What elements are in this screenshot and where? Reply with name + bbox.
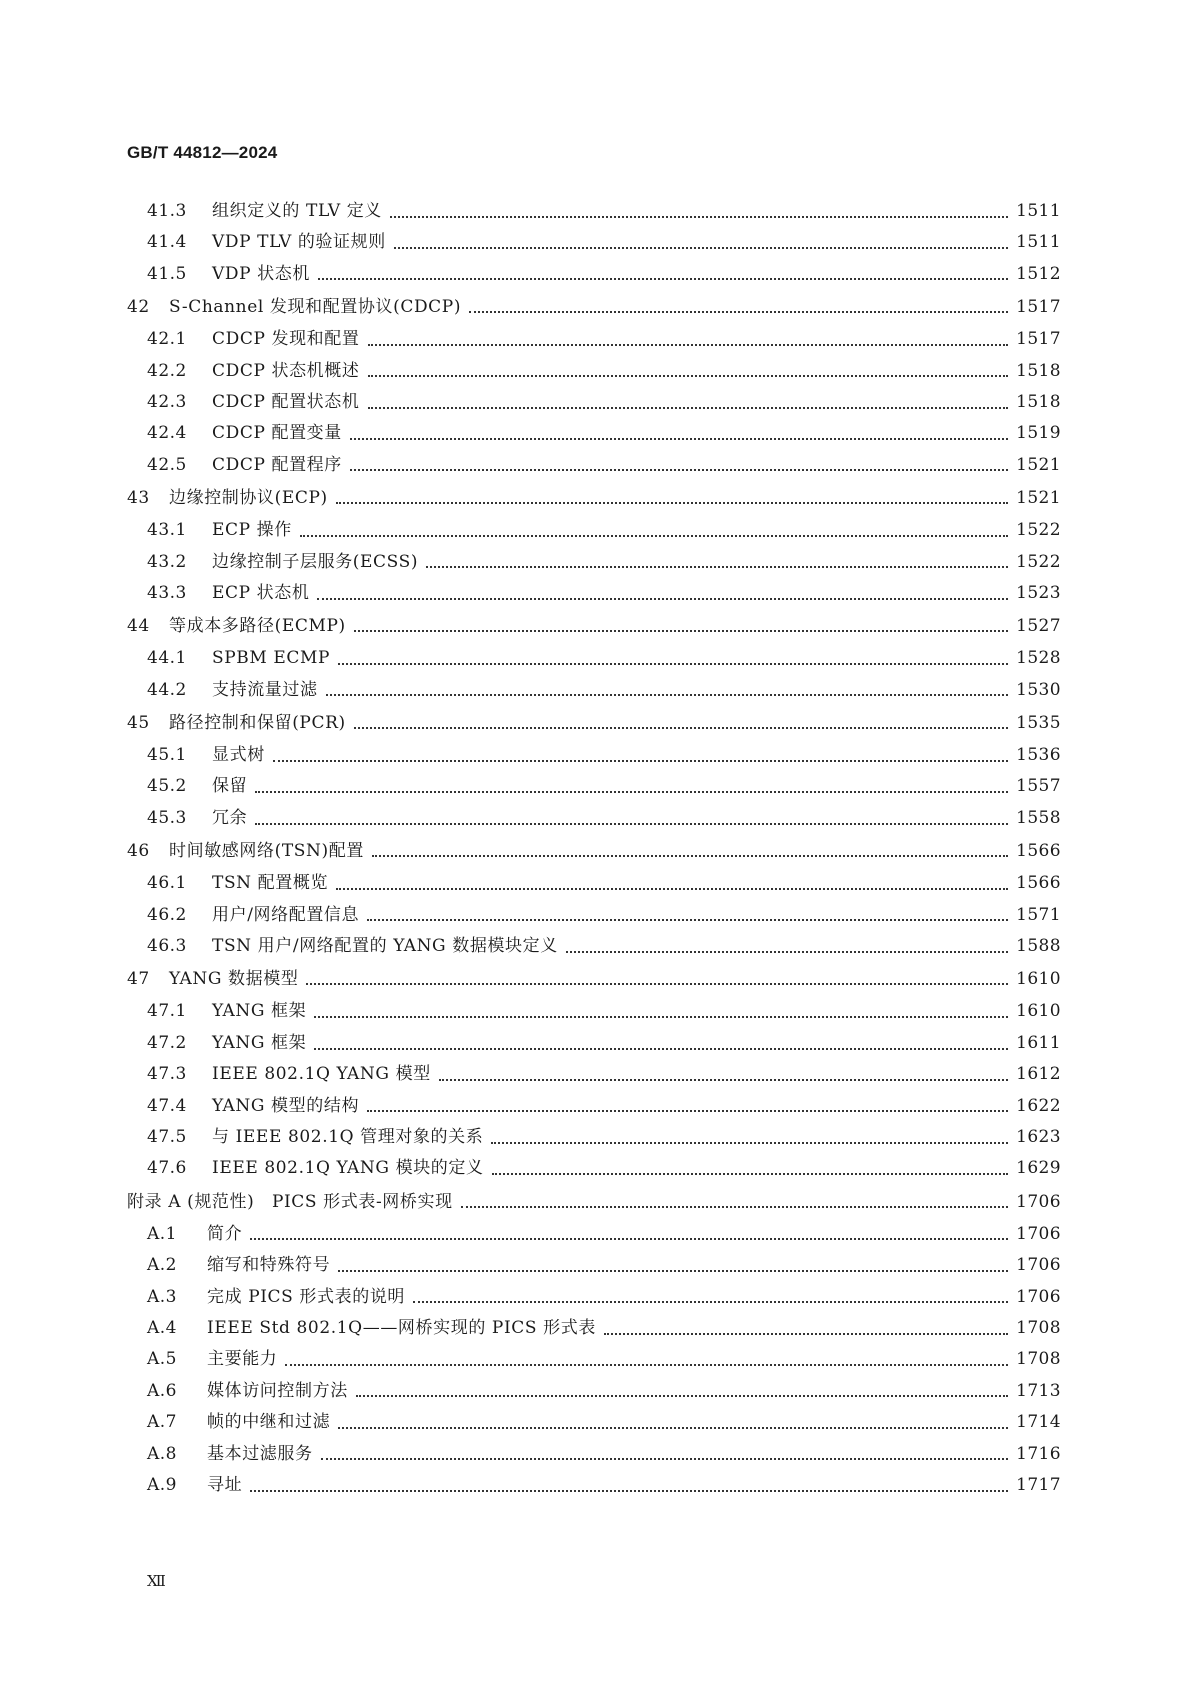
toc-dot-leader [285, 1362, 1008, 1366]
toc-entry-number: 42.4 [147, 423, 187, 444]
toc-entry-page: 1530 [1010, 675, 1061, 706]
toc-entry[interactable] [127, 387, 1061, 418]
toc-dot-leader [604, 1331, 1008, 1335]
toc-entry[interactable] [127, 1344, 1061, 1375]
toc-entry-page: 1522 [1010, 547, 1061, 578]
toc-entry-number: 46.3 [147, 936, 187, 957]
toc-entry-page: 1706 [1010, 1250, 1061, 1281]
toc-entry-number: 47.1 [147, 1001, 187, 1022]
toc-entry-title: CDCP 配置程序 [212, 450, 348, 481]
toc-entry-number: 43.2 [147, 551, 187, 572]
toc-entry-number: 47.6 [147, 1158, 187, 1179]
toc-entry-title: 边缘控制协议(ECP) [169, 481, 334, 515]
toc-entry-page: 1536 [1010, 740, 1061, 771]
toc-entry-title: 组织定义的 TLV 定义 [212, 196, 388, 227]
toc-entry-number: 46 [127, 841, 150, 862]
toc-entry[interactable] [127, 868, 1061, 899]
toc-entry[interactable] [127, 481, 1061, 515]
toc-entry[interactable] [127, 227, 1061, 258]
toc-entry[interactable] [127, 1376, 1061, 1407]
toc-entry[interactable] [127, 1407, 1061, 1438]
toc-dot-leader [566, 949, 1008, 953]
toc-entry-title: 缩写和特殊符号 [207, 1250, 336, 1281]
toc-entry-number: 45.2 [147, 776, 187, 797]
toc-entry-page: 1708 [1010, 1313, 1061, 1344]
toc-entry-page: 1611 [1010, 1028, 1061, 1059]
toc-dot-leader [368, 342, 1008, 346]
toc-entry-title: 边缘控制子层服务(ECSS) [212, 547, 424, 578]
toc-entry[interactable] [127, 1219, 1061, 1250]
toc-dot-leader [413, 1299, 1008, 1303]
toc-entry-number: A.4 [147, 1317, 177, 1338]
toc-entry[interactable] [127, 1470, 1061, 1501]
toc-entry[interactable] [127, 1439, 1061, 1470]
toc-entry-number: A.2 [147, 1255, 177, 1276]
toc-entry-title: 基本过滤服务 [207, 1439, 319, 1470]
toc-dot-leader [338, 1268, 1008, 1272]
toc-entry-number: 46.2 [147, 904, 187, 925]
toc-entry-page: 1519 [1010, 418, 1061, 449]
toc-entry-number: 44 [127, 616, 150, 637]
toc-entry-number: 42.5 [147, 454, 187, 475]
toc-entry-page: 1610 [1010, 962, 1061, 996]
toc-entry-page: 1713 [1010, 1376, 1061, 1407]
toc-entry-page: 1706 [1010, 1185, 1061, 1219]
toc-dot-leader [300, 533, 1008, 537]
toc-entry-title: 附录 A (规范性) PICS 形式表-网桥实现 [127, 1185, 459, 1219]
toc-entry-page: 1566 [1010, 868, 1061, 899]
toc-entry-page: 1716 [1010, 1439, 1061, 1470]
toc-entry-number: 45.3 [147, 807, 187, 828]
toc-entry-number: 43 [127, 488, 150, 509]
toc-dot-leader [318, 276, 1008, 280]
toc-entry-page: 1522 [1010, 515, 1061, 546]
toc-entry[interactable] [127, 996, 1061, 1027]
toc-entry-page: 1518 [1010, 387, 1061, 418]
toc-entry-title: CDCP 状态机概述 [212, 356, 366, 387]
toc-entry-title: IEEE 802.1Q YANG 模块的定义 [212, 1153, 490, 1184]
toc-entry-number: 41.4 [147, 232, 187, 253]
toc-entry-number: 41.5 [147, 263, 187, 284]
toc-entry[interactable] [127, 259, 1061, 290]
toc-entry[interactable] [127, 740, 1061, 771]
toc-entry-number: 45.1 [147, 745, 187, 766]
toc-entry-page: 1528 [1010, 643, 1061, 674]
toc-entry-title: 主要能力 [207, 1344, 283, 1375]
toc-entry-title: IEEE 802.1Q YANG 模型 [212, 1059, 437, 1090]
toc-entry-page: 1558 [1010, 803, 1061, 834]
toc-dot-leader [354, 725, 1008, 729]
toc-entry[interactable] [127, 1185, 1061, 1219]
toc-entry-page: 1518 [1010, 356, 1061, 387]
toc-dot-leader [367, 1108, 1008, 1112]
toc-entry-title: CDCP 发现和配置 [212, 324, 366, 355]
toc-entry[interactable] [127, 1059, 1061, 1090]
toc-entry-number: A.8 [147, 1443, 177, 1464]
toc-dot-leader [250, 1236, 1008, 1240]
toc-dot-leader [350, 436, 1008, 440]
toc-entry[interactable] [127, 515, 1061, 546]
toc-entry-number: 47.2 [147, 1032, 187, 1053]
toc-entry-number: 42.1 [147, 329, 187, 350]
toc-entry-title: 冗余 [212, 803, 253, 834]
toc-entry[interactable] [127, 1282, 1061, 1313]
toc-entry[interactable] [127, 834, 1061, 868]
toc-dot-leader [338, 661, 1008, 665]
toc-dot-leader [368, 373, 1008, 377]
toc-entry-page: 1571 [1010, 900, 1061, 931]
toc-entry-number: 44.2 [147, 679, 187, 700]
toc-entry-title: TSN 配置概览 [212, 868, 334, 899]
table-of-contents [127, 196, 1061, 1501]
toc-entry-title: 完成 PICS 形式表的说明 [207, 1282, 411, 1313]
toc-entry-title: ECP 状态机 [212, 578, 315, 609]
toc-dot-leader [426, 564, 1008, 568]
toc-entry-title: 用户/网络配置信息 [212, 900, 365, 931]
toc-entry-page: 1517 [1010, 324, 1061, 355]
toc-entry[interactable] [127, 1028, 1061, 1059]
toc-dot-leader [336, 886, 1008, 890]
toc-entry-title: YANG 框架 [212, 996, 312, 1027]
toc-entry-title: YANG 模型的结构 [212, 1091, 365, 1122]
toc-entry-page: 1714 [1010, 1407, 1061, 1438]
toc-dot-leader [314, 1014, 1008, 1018]
toc-dot-leader [326, 692, 1008, 696]
toc-entry-title: S-Channel 发现和配置协议(CDCP) [169, 290, 467, 324]
toc-entry-title: CDCP 配置变量 [212, 418, 348, 449]
toc-entry-title: 与 IEEE 802.1Q 管理对象的关系 [212, 1122, 489, 1153]
toc-entry-number: 42 [127, 297, 150, 318]
toc-entry-page: 1511 [1010, 227, 1061, 258]
toc-entry-title: CDCP 配置状态机 [212, 387, 366, 418]
toc-dot-leader [314, 1046, 1008, 1050]
toc-entry[interactable] [127, 1313, 1061, 1344]
toc-entry-number: 46.1 [147, 873, 187, 894]
toc-dot-leader [368, 405, 1008, 409]
toc-entry-number: 42.2 [147, 360, 187, 381]
toc-entry[interactable] [127, 771, 1061, 802]
toc-entry-number: 47 [127, 969, 150, 990]
toc-dot-leader [317, 596, 1008, 600]
toc-entry-number: 47.4 [147, 1095, 187, 1116]
toc-entry-number: 47.5 [147, 1126, 187, 1147]
toc-entry[interactable] [127, 675, 1061, 706]
toc-dot-leader [306, 981, 1008, 985]
toc-entry[interactable] [127, 962, 1061, 996]
page-number: Ⅻ [147, 1572, 165, 1590]
document-header: GB/T 44812—2024 [127, 143, 278, 162]
toc-entry-title: 媒体访问控制方法 [207, 1376, 354, 1407]
toc-entry[interactable] [127, 900, 1061, 931]
toc-dot-leader [273, 758, 1008, 762]
toc-entry-number: 47.3 [147, 1064, 187, 1085]
toc-entry[interactable] [127, 418, 1061, 449]
toc-entry-title: TSN 用户/网络配置的 YANG 数据模块定义 [212, 931, 564, 962]
toc-entry-title: ECP 操作 [212, 515, 298, 546]
toc-dot-leader [461, 1204, 1008, 1208]
toc-dot-leader [439, 1077, 1008, 1081]
toc-entry-number: 43.3 [147, 582, 187, 603]
toc-entry-title: 保留 [212, 771, 253, 802]
toc-dot-leader [255, 789, 1008, 793]
toc-entry-page: 1512 [1010, 259, 1061, 290]
toc-entry-page: 1706 [1010, 1219, 1061, 1250]
toc-dot-leader [394, 245, 1008, 249]
toc-dot-leader [350, 467, 1008, 471]
toc-entry-page: 1717 [1010, 1470, 1061, 1501]
toc-entry[interactable] [127, 803, 1061, 834]
toc-entry-title: 帧的中继和过滤 [207, 1407, 336, 1438]
toc-entry[interactable] [127, 1091, 1061, 1122]
toc-entry-page: 1588 [1010, 931, 1061, 962]
toc-entry-number: A.7 [147, 1412, 177, 1433]
toc-dot-leader [321, 1456, 1008, 1460]
toc-dot-leader [492, 1171, 1008, 1175]
toc-dot-leader [336, 500, 1008, 504]
toc-entry-page: 1523 [1010, 578, 1061, 609]
toc-entry-title: YANG 框架 [212, 1028, 312, 1059]
toc-entry-page: 1629 [1010, 1153, 1061, 1184]
toc-entry[interactable] [127, 931, 1061, 962]
toc-entry-number: 42.3 [147, 391, 187, 412]
toc-entry-title: IEEE Std 802.1Q——网桥实现的 PICS 形式表 [207, 1313, 602, 1344]
toc-entry-title: 显式树 [212, 740, 271, 771]
toc-dot-leader [367, 917, 1008, 921]
toc-entry-page: 1511 [1010, 196, 1061, 227]
toc-dot-leader [356, 1393, 1008, 1397]
toc-entry-title: 简介 [207, 1219, 248, 1250]
toc-entry[interactable] [127, 324, 1061, 355]
toc-entry-page: 1708 [1010, 1344, 1061, 1375]
toc-entry-page: 1706 [1010, 1282, 1061, 1313]
toc-entry-page: 1535 [1010, 706, 1061, 740]
toc-entry-number: A.6 [147, 1380, 177, 1401]
toc-entry[interactable] [127, 196, 1061, 227]
toc-entry[interactable] [127, 1153, 1061, 1184]
toc-entry-title: 等成本多路径(ECMP) [169, 609, 352, 643]
toc-dot-leader [354, 628, 1008, 632]
toc-entry-page: 1623 [1010, 1122, 1061, 1153]
toc-entry-page: 1527 [1010, 609, 1061, 643]
toc-entry[interactable] [127, 290, 1061, 324]
toc-entry-page: 1566 [1010, 834, 1061, 868]
toc-entry-page: 1610 [1010, 996, 1061, 1027]
toc-entry-title: 寻址 [207, 1470, 248, 1501]
toc-entry-title: SPBM ECMP [212, 643, 336, 674]
toc-dot-leader [255, 821, 1008, 825]
toc-entry-page: 1557 [1010, 771, 1061, 802]
toc-entry-title: 支持流量过滤 [212, 675, 324, 706]
toc-entry-number: A.1 [147, 1223, 177, 1244]
toc-entry-number: 45 [127, 713, 150, 734]
toc-entry-title: YANG 数据模型 [169, 962, 304, 996]
toc-entry-title: 路径控制和保留(PCR) [169, 706, 352, 740]
toc-entry-number: A.5 [147, 1349, 177, 1370]
toc-entry[interactable] [127, 1250, 1061, 1281]
toc-dot-leader [469, 309, 1008, 313]
toc-entry[interactable] [127, 609, 1061, 643]
toc-entry-page: 1521 [1010, 481, 1061, 515]
toc-entry-page: 1622 [1010, 1091, 1061, 1122]
toc-dot-leader [372, 853, 1008, 857]
toc-entry-title: 时间敏感网络(TSN)配置 [169, 834, 370, 868]
toc-entry[interactable] [127, 547, 1061, 578]
toc-dot-leader [250, 1488, 1008, 1492]
toc-entry-page: 1612 [1010, 1059, 1061, 1090]
toc-entry[interactable] [127, 450, 1061, 481]
toc-entry-title: VDP TLV 的验证规则 [212, 227, 392, 258]
toc-entry-number: A.3 [147, 1286, 177, 1307]
toc-dot-leader [390, 214, 1008, 218]
toc-entry[interactable] [127, 706, 1061, 740]
toc-entry-number: A.9 [147, 1474, 177, 1495]
toc-entry-number: 41.3 [147, 201, 187, 221]
toc-entry[interactable] [127, 643, 1061, 674]
toc-entry[interactable] [127, 356, 1061, 387]
toc-dot-leader [338, 1425, 1008, 1429]
toc-entry-page: 1517 [1010, 290, 1061, 324]
toc-entry-title: VDP 状态机 [212, 259, 316, 290]
toc-entry-page: 1521 [1010, 450, 1061, 481]
toc-entry-number: 44.1 [147, 648, 187, 669]
toc-entry-number: 43.1 [147, 520, 187, 541]
toc-entry[interactable] [127, 1122, 1061, 1153]
toc-entry[interactable] [127, 578, 1061, 609]
toc-dot-leader [491, 1140, 1008, 1144]
